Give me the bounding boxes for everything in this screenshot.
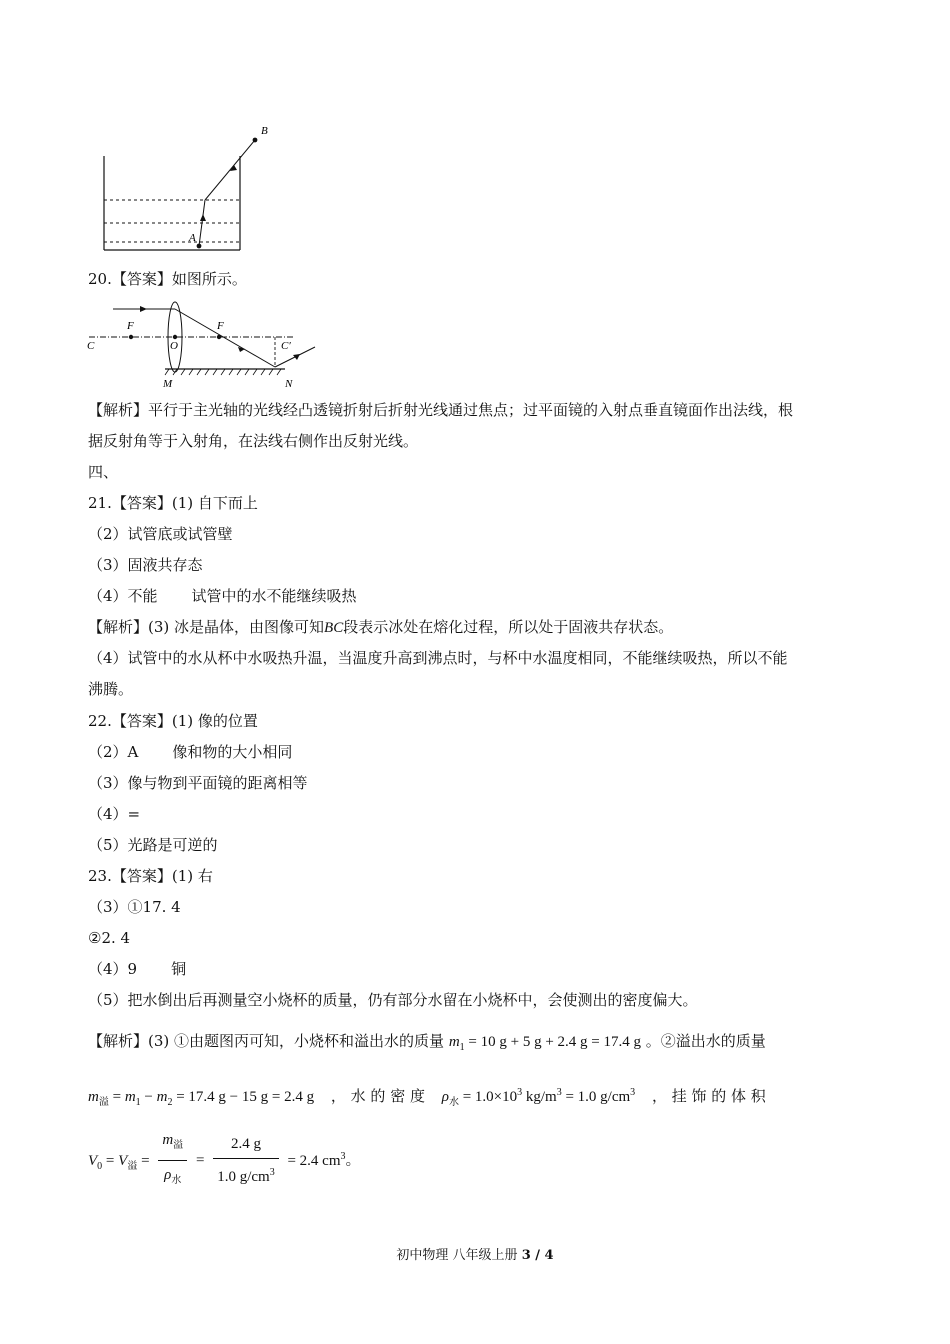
- section-four: 四、: [88, 463, 119, 481]
- q21-answer-2: （2）试管底或试管壁: [88, 525, 233, 543]
- q23-e1-pre: 【解析】(3) ①由题图丙可知，小烧杯和溢出水的质量: [88, 1032, 445, 1050]
- q23-e3-den-exp: 3: [269, 1167, 275, 1178]
- q21-e1-bc: BC: [324, 620, 344, 636]
- q23-e1-eq: = 10 g + 5 g + 2.4 g = 17.4 g: [468, 1034, 641, 1050]
- footer-page-number: 3 / 4: [521, 1248, 554, 1263]
- q23-e2-end: ， 挂 饰 的 体 积: [651, 1087, 766, 1105]
- label-m: M: [163, 378, 173, 389]
- q23-e2-rho-unit-exp: 3: [556, 1087, 562, 1098]
- q21-e1-post: 段表示冰处在熔化过程，所以处于固液共存状态。: [343, 618, 674, 636]
- q22-a2-part1: （2）A: [88, 743, 139, 761]
- q21-analysis-1: [88, 616, 673, 639]
- q22-answer-2: [88, 741, 292, 763]
- q21-a4-part1: （4）不能: [88, 587, 158, 605]
- q23-e3-den: 1.0 g/cm: [217, 1169, 270, 1185]
- sub-water: 水: [448, 1097, 459, 1108]
- q23-answer-4: [88, 958, 186, 980]
- q23-e3-num: 2.4 g: [213, 1132, 279, 1159]
- q23-answer-3: （3）①17. 4: [88, 898, 181, 916]
- label-c-prime: C′: [281, 340, 291, 352]
- label-n: N: [285, 378, 293, 389]
- label-a: A: [189, 232, 196, 244]
- q22-a2-part2: 像和物的大小相同: [172, 743, 293, 761]
- q21-answer-3: （3）固液共存态: [88, 556, 203, 574]
- q20-analysis-2: 据反射角等于入射角，在法线右侧作出反射光线。: [88, 432, 419, 450]
- q21-e1-pre: 【解析】(3) 冰是晶体，由图像可知: [88, 618, 325, 636]
- q23-e3-end: 。: [345, 1150, 361, 1169]
- label-f-left: F: [127, 320, 134, 332]
- q23-answer-5: （5）把水倒出后再测量空小烧杯的质量，仍有部分水留在小烧杯中，会使测出的密度偏大。: [88, 991, 698, 1009]
- sub-overflow: 溢: [98, 1097, 109, 1108]
- q21-a4-part2: 试管中的水不能继续吸热: [191, 587, 357, 605]
- lens-mirror-figure: [85, 297, 325, 389]
- q23-a4-part2: 铜: [171, 960, 187, 978]
- q23-answer-3b: ②2. 4: [88, 929, 131, 947]
- q22-answer-3: （3）像与物到平面镜的距离相等: [88, 774, 308, 792]
- q23-e2-rho2-exp: 3: [630, 1087, 636, 1098]
- q23-e2-rho2: = 1.0 g/cm: [565, 1089, 631, 1105]
- q23-analysis-1: 【解析】(3) ①由题图丙可知，小烧杯和溢出水的质量 $m_1 = 10$ g + 5 g + 2.4 g = 17.4 g 。②溢出水的质量: [88, 1032, 766, 1053]
- q23-e2-rho: = 1.0×10: [462, 1089, 518, 1105]
- label-f-right: F: [217, 320, 224, 332]
- refraction-beaker-figure: [95, 118, 285, 258]
- q21-analysis-2: （4）试管中的水从杯中水吸热升温，当温度升高到沸点时，与杯中水温度相同，不能继续吸热，所以不能: [88, 649, 788, 667]
- page-footer: [0, 1244, 950, 1263]
- q23-analysis-2: $m_溢 = m_1 - m_2 = 17.4$ g − 15 g = 2.4 g ， 水 的 密 度 $\rho_水 = 1.0\times 10^3$ $kg/m^3 = 1.0$ $g/cm^3$ ， 挂 饰 的 体 积: [88, 1087, 766, 1108]
- q21-analysis-3: 沸腾。: [88, 680, 134, 698]
- q23-answer-1: 23.【答案】(1) 右: [88, 867, 213, 885]
- footer-subject: 初中物理 八年级上册: [396, 1248, 518, 1263]
- q23-e1-post: 。②溢出水的质量: [645, 1032, 766, 1050]
- label-b: B: [261, 125, 268, 137]
- q22-answer-5: （5）光路是可逆的: [88, 836, 218, 854]
- label-o: O: [170, 340, 178, 352]
- q23-e3-res: = 2.4 cm: [287, 1152, 341, 1169]
- q23-analysis-3: $V_0 = V_溢$ = $\frac{m_溢}{\rho_水}$ = $\frac{2.4 g}{1.0 g/cm^3}$ = 2.4 $cm^3$。: [88, 1128, 361, 1193]
- q22-answer-1: 22.【答案】(1) 像的位置: [88, 712, 258, 730]
- q23-e2-rho-exp: 3: [517, 1087, 523, 1098]
- q23-e3-res-exp: 3: [340, 1150, 346, 1162]
- q23-a4-part1: （4）9: [88, 960, 138, 978]
- q21-answer-1: 21.【答案】(1) 自下而上: [88, 494, 258, 512]
- label-c: C: [87, 340, 95, 352]
- q22-answer-4: （4）=: [88, 805, 141, 823]
- q23-e2-rho-unit: kg/m: [525, 1089, 557, 1105]
- q20-analysis-1: 【解析】平行于主光轴的光线经凸透镜折射后折射光线通过焦点；过平面镜的入射点垂直镜面作出法线，根: [88, 401, 794, 419]
- q23-e2-mid: ， 水 的 密 度: [330, 1087, 425, 1105]
- q20-answer: 20.【答案】如图所示。: [88, 270, 247, 288]
- q21-answer-4: [88, 585, 357, 607]
- q23-e2-eq: = 17.4 g − 15 g = 2.4 g: [176, 1089, 315, 1105]
